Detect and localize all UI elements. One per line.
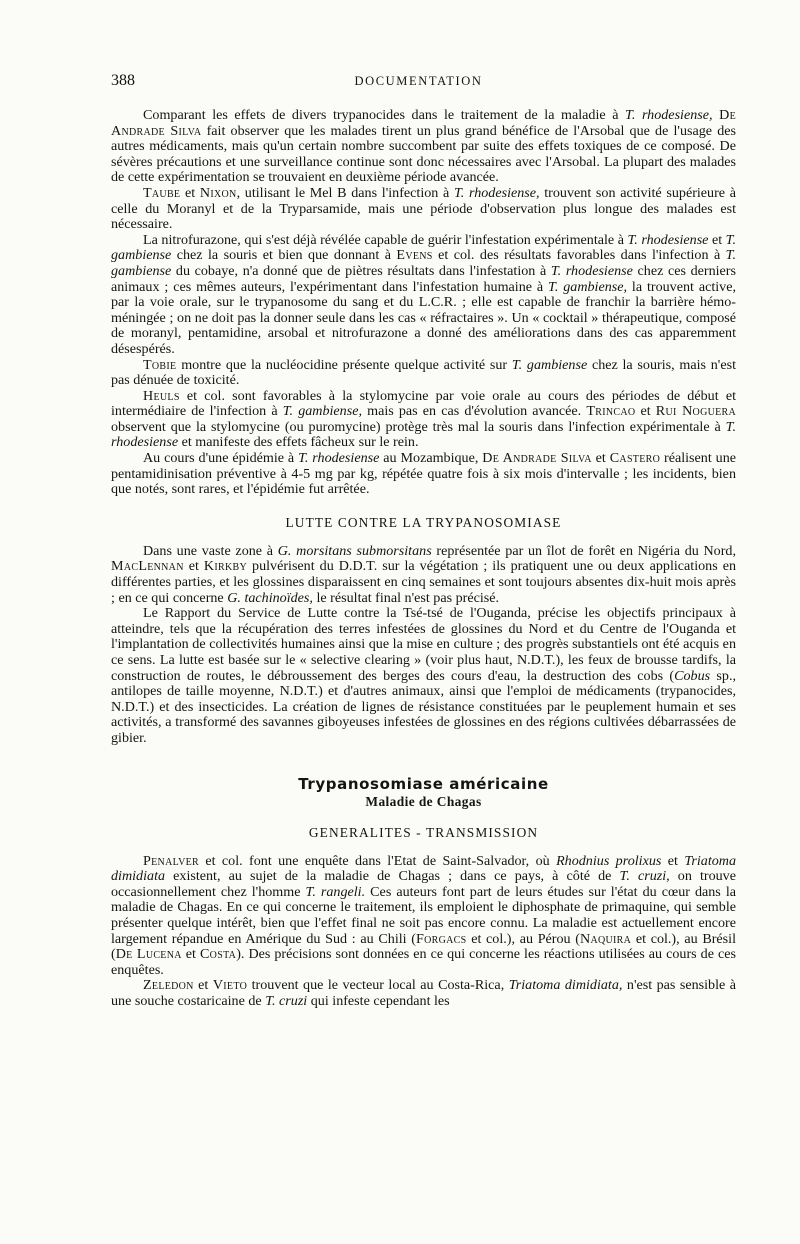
text-run: mais pas en cas d'évolution avancée.: [362, 403, 587, 420]
author-name: De Lucena: [115, 946, 182, 963]
text-run: et col. font une enquête dans l'Etat de Saint-Salvador, où: [198, 852, 557, 869]
text-run: au Mozambique,: [379, 450, 483, 467]
text-run: Au cours d'une épidémie à: [143, 450, 299, 467]
text-run: et: [180, 184, 200, 201]
text-run: ). Des précisions sont données en ce qui concerne les réactions utilisées au cours de ces enquêtes.: [111, 946, 736, 978]
chapter-title: Trypanosomiase américaine: [298, 774, 549, 793]
author-name: Forgacs: [415, 930, 467, 947]
text-run: observent que la stylomycine (ou puromycine) protège très mal la souris dans l'infection expérimentale à: [111, 418, 726, 435]
text-run: on trouve occasionnellement chez l'homme: [111, 868, 736, 900]
author-name: Heuls: [143, 387, 180, 404]
text-run: Comparant les effets de divers trypanocides dans le traitement de la maladie à: [143, 107, 626, 123]
author-name: De Andrade Silva: [482, 450, 592, 467]
paragraph: [111, 108, 736, 186]
italic-term: Triatoma dimidiata: [111, 852, 737, 885]
text-run: sp., antilopes de taille moyenne, N.D.T.) et d'autres animaux, ainsi que l'emploi de médicaments (trypanocides, N.D.T.) et des insecticides. La création de lignes de résistance constituées par le peuplement humain et ses activités, a transformé des savannes giboyeuses infestées de glossines en des régions cultivées débarrassées de gibier.: [111, 667, 736, 746]
italic-term: T. rhodesiense: [627, 231, 709, 248]
paragraph: [111, 233, 736, 358]
text-run: et: [661, 852, 685, 869]
text-run: et: [181, 946, 200, 963]
text-run: et: [635, 403, 656, 420]
italic-term: T. gambiense: [111, 247, 736, 279]
text-run: La nitrofurazone, qui s'est déjà révélée capable de guérir l'infestation expérimentale à: [143, 231, 628, 248]
paragraph: [111, 606, 736, 746]
text-run: réalisent une pentamidinisation préventive à 4-5 mg par kg, répétée quatre fois à six mois d'intervalle ; les incidents, bien que notés, sont rares, et l'épidémie fut arrêtée.: [111, 450, 737, 498]
italic-term: T. gambiense: [511, 356, 588, 373]
author-name: Kirkby: [203, 558, 248, 575]
italic-term: Rhodnius prolixus: [556, 852, 662, 869]
text-run: et: [708, 231, 726, 248]
italic-term: T. rhodesiense: [550, 262, 633, 279]
paragraph: [111, 451, 736, 498]
paragraph: [111, 544, 736, 606]
paragraph: [111, 358, 736, 389]
italic-term: T. cruzi,: [619, 868, 670, 885]
text-run: trouvent son activité supérieure à celle du Moranyl et de la Tryparsamide, mais une période d'observation plus longue des malades est nécessaire.: [111, 184, 737, 233]
chagas-section: [111, 854, 736, 1010]
text-run: , utilisant le Mel B dans l'infection à: [236, 184, 454, 201]
italic-term: Triatoma dimidiata,: [508, 977, 623, 994]
paragraph: [111, 389, 736, 451]
author-name: Penalver: [143, 852, 199, 869]
running-header: 388 DOCUMENTATION: [111, 72, 736, 94]
text-run: chez la souris, mais n'est pas dénuée de toxicité.: [111, 356, 736, 389]
author-name: Nixon: [199, 184, 237, 201]
italic-term: T. rhodesiense: [298, 450, 380, 467]
italic-term: T. rhodesiense,: [625, 107, 713, 123]
text-run: Dans une vaste zone à: [143, 542, 278, 559]
section-heading-lutte: LUTTE CONTRE LA TRYPANOSOMIASE: [285, 514, 562, 530]
text-run: chez ces derniers animaux ; ces mêmes auteurs, l'expérimentant dans l'infestation humaine à: [111, 262, 736, 295]
italic-term: T. rhodesiense: [111, 418, 736, 451]
italic-term: T. cruzi: [265, 992, 308, 1009]
text-run: du cobaye, n'a donné que de piètres résultats dans l'infestation à: [171, 262, 551, 279]
text-run: montre que la nucléocidine présente quelque activité sur: [176, 356, 512, 373]
text-run: Ces auteurs font part de leurs études sur l'état du cœur dans la maladie de Chagas. En ce qui concerne le traitement, ils emploient le diphosphate de primaquine, qui semble présenter quelque intérêt, bien que l'effet final ne soit pas encore connu. La maladie est actuellement encore largement répandue en Amérique du Sud : au Chili (: [111, 883, 737, 947]
text-run: n'est pas sensible à une souche costaricaine de: [111, 977, 737, 1009]
italic-term: T. rangeli.: [305, 883, 366, 900]
author-name: Trincao: [586, 403, 636, 420]
chapter-subtitle: Maladie de Chagas: [365, 793, 482, 809]
italic-term: G. morsitans submorsitans: [277, 542, 432, 559]
text-run: et manifeste des effets fâcheux sur le rein.: [178, 434, 419, 451]
author-name: Tobie: [143, 356, 177, 373]
text-run: et col.), au Pérou (: [466, 930, 580, 947]
italic-term: T. rhodesiense,: [453, 184, 540, 201]
running-title: DOCUMENTATION: [354, 74, 483, 88]
text-run: Le Rapport du Service de Lutte contre la Tsé-tsé de l'Ouganda, précise les objectifs principaux à atteindre, tels que la récupération des terres infestées de glossines du Nord et du Centre de l'Ouganda et l'implantation de collectivités humaines ainsi que la mise en culture ; des progrès substantiels ont été acquis en ce sens. La lutte est basée sur le « selective clearing » (voir plus haut, N.D.T.), les feux de brousse tardifs, la construction de routes, le débroussement des berges des cours d'eau, la destruction des cobs (: [111, 605, 736, 684]
author-name: Castero: [609, 450, 661, 467]
author-name: Evens: [396, 247, 433, 264]
text-run: pulvérisent du D.D.T. sur la végétation ; ils pratiquent une ou deux applications en différentes parties, et les glossines disparaissent en cinq semaines et sont toujours absentes dix-huit mois après ; en ce qui concerne: [111, 558, 737, 606]
text-run: la trouvent active, par la voie orale, sur le trypanosome du sang et du L.C.R. ; elle est capable de franchir la barrière hémo-méningée ; on ne doit pas la donner seule dans les cas « réfractaires ». Un « cocktail » thérapeutique, composé de moranyl, pentamidine, arsobal et nitrofurazone a donné des améliorations dans des cas apparemment désespérés.: [111, 278, 736, 357]
section-heading-generalites: GENERALITES - TRANSMISSION: [308, 824, 539, 840]
text-run: et col. des résultats favorables dans l'infection à: [432, 247, 726, 264]
author-name: Vieto: [212, 977, 248, 994]
italic-term: T. gambiense,: [282, 403, 362, 420]
text-run: chez la souris et bien que donnant à: [171, 247, 397, 264]
text-run: fait observer que les malades tirent un plus grand bénéfice de l'Arsobal que de l'usage des autres médicaments, mais qu'un certain nombre succombent par suite des effets toxiques de ce composé. De sévères précautions et une surveillance continue sont donc nécessaires avec l'Arsobal. La plupart des malades de cette expérimentation se trouvaient en deuxième période avancée.: [111, 122, 736, 186]
author-name: Naquira: [579, 930, 632, 947]
author-name: Rui Noguera: [655, 403, 737, 420]
paragraph: [111, 854, 736, 979]
italic-term: Cobus: [674, 667, 711, 684]
text-run: le résultat final n'est pas précisé.: [312, 589, 500, 606]
italic-term: G. tachinoïdes,: [227, 589, 313, 606]
text-run: et col.), au Brésil (: [111, 930, 737, 963]
paragraph: [111, 978, 736, 1009]
text-run: et col. sont favorables à la stylomycine par voie orale au cours des périodes de début et intermédiaire de l'infection à: [111, 387, 736, 420]
text-run: qui infeste cependant les: [307, 992, 450, 1009]
text-run: et: [591, 450, 610, 467]
author-name: De Andrade Silva: [111, 107, 736, 139]
text-run: et: [193, 977, 213, 994]
author-name: Costa: [199, 946, 237, 963]
text-run: trouvent que le vecteur local au Costa-Rica,: [247, 977, 509, 994]
treatment-section: [111, 108, 736, 498]
text-run: et: [183, 558, 204, 575]
author-name: MacLennan: [111, 558, 184, 575]
author-name: Taube: [143, 184, 181, 201]
text-run: représentée par un îlot de forêt en Nigéria du Nord,: [431, 542, 736, 559]
control-section: [111, 544, 736, 747]
italic-term: T. gambiense,: [548, 278, 628, 295]
paragraph: [111, 186, 736, 233]
text-run: existent, au sujet de la maladie de Chagas ; dans ce pays, à côté de: [165, 868, 620, 885]
italic-term: T. gambiense: [111, 231, 736, 264]
author-name: Zeledon: [143, 977, 194, 994]
